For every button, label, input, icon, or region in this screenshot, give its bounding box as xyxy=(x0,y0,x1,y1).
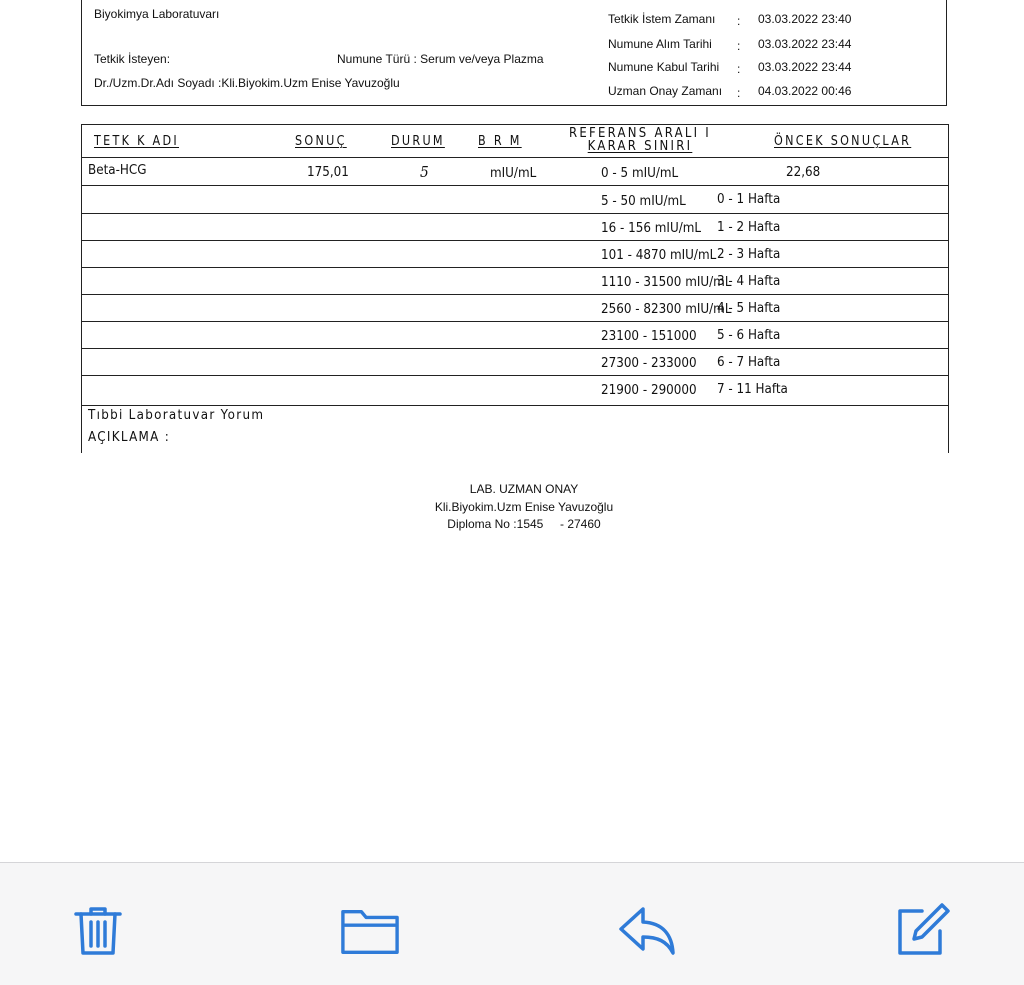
reference-cell: 0 - 5 mIU/mL xyxy=(601,166,679,181)
range-cell: 101 - 4870 mIU/mL xyxy=(601,248,717,263)
col-header-previous: ÖNCEK SONUÇLAR xyxy=(774,133,912,149)
col-header-reference xyxy=(568,127,712,153)
reference-header-line1: REFERANS ARALI I xyxy=(568,126,712,141)
week-cell: 5 - 6 Hafta xyxy=(717,328,781,343)
row-divider xyxy=(82,375,948,376)
range-cell: 21900 - 290000 xyxy=(601,383,697,398)
comment-section xyxy=(81,405,949,453)
sample-type xyxy=(337,52,544,66)
week-cell: 3 - 4 Hafta xyxy=(717,274,781,289)
range-cell: 1110 - 31500 mIU/mL xyxy=(601,275,732,290)
meta-value: 04.03.2022 00:46 xyxy=(758,84,852,98)
unit-cell: mIU/mL xyxy=(490,166,537,181)
report-header xyxy=(81,0,947,106)
meta-colon: : xyxy=(737,14,741,28)
col-header-unit: B R M xyxy=(478,133,522,149)
meta-colon: : xyxy=(737,39,741,53)
bottom-toolbar xyxy=(0,862,1024,985)
col-header-test-name: TETK K ADI xyxy=(94,133,179,149)
lab-name: Biyokimya Laboratuvarı xyxy=(94,7,220,21)
meta-colon: : xyxy=(737,62,741,76)
sample-type-label: Numune Türü : xyxy=(337,52,417,66)
meta-colon: : xyxy=(737,86,741,100)
compose-button[interactable] xyxy=(892,901,952,961)
requester-label: Tetkik İsteyen: xyxy=(94,52,171,66)
doctor-line: Dr./Uzm.Dr.Adı Soyadı :Kli.Biyokim.Uzm Enise Yavuzoğlu xyxy=(94,76,400,90)
test-name-cell: Beta-HCG xyxy=(88,163,147,178)
folder-icon xyxy=(340,903,400,959)
results-table xyxy=(81,124,949,406)
status-cell: 5 xyxy=(420,163,429,181)
week-cell: 0 - 1 Hafta xyxy=(717,192,781,207)
row-divider xyxy=(82,294,948,295)
row-divider xyxy=(82,240,948,241)
range-cell: 5 - 50 mIU/mL xyxy=(601,194,686,209)
meta-label: Numune Kabul Tarihi xyxy=(608,60,720,74)
delete-button[interactable] xyxy=(68,901,128,961)
meta-value: 03.03.2022 23:40 xyxy=(758,12,852,26)
trash-icon xyxy=(70,903,126,959)
reply-button[interactable] xyxy=(617,901,677,961)
row-divider xyxy=(82,321,948,322)
row-divider xyxy=(82,185,948,186)
explanation-label: AÇIKLAMA : xyxy=(88,430,171,445)
move-to-folder-button[interactable] xyxy=(340,901,400,961)
range-cell: 2560 - 82300 mIU/mL xyxy=(601,302,732,317)
col-header-status: DURUM xyxy=(391,133,445,149)
meta-label: Tetkik İstem Zamanı xyxy=(608,12,716,26)
meta-value: 03.03.2022 23:44 xyxy=(758,60,852,74)
col-header-result: SONUÇ xyxy=(295,133,347,149)
meta-label: Uzman Onay Zamanı xyxy=(608,84,723,98)
range-cell: 23100 - 151000 xyxy=(601,329,697,344)
lab-comment-label: Tıbbi Laboratuvar Yorum xyxy=(88,408,265,423)
reference-header-line2: KARAR SINIRI xyxy=(587,139,693,154)
result-cell: 175,01 xyxy=(307,165,349,180)
range-cell: 27300 - 233000 xyxy=(601,356,697,371)
compose-icon xyxy=(892,903,952,959)
approval-diploma: Diploma No :1545 - 27460 xyxy=(447,517,601,531)
week-cell: 2 - 3 Hafta xyxy=(717,247,781,262)
row-divider xyxy=(82,213,948,214)
row-divider xyxy=(82,348,948,349)
approval-name: Kli.Biyokim.Uzm Enise Yavuzoğlu xyxy=(434,500,614,514)
row-divider xyxy=(82,267,948,268)
week-cell: 6 - 7 Hafta xyxy=(717,355,781,370)
reply-icon xyxy=(617,903,677,959)
meta-label: Numune Alım Tarihi xyxy=(608,37,712,51)
week-cell: 1 - 2 Hafta xyxy=(717,220,781,235)
week-cell: 7 - 11 Hafta xyxy=(717,382,788,397)
approval-title: LAB. UZMAN ONAY xyxy=(469,482,579,496)
range-cell: 16 - 156 mIU/mL xyxy=(601,221,702,236)
header-divider xyxy=(82,157,948,158)
sample-type-value: Serum ve/veya Plazma xyxy=(420,52,544,66)
week-cell: 4 - 5 Hafta xyxy=(717,301,781,316)
previous-result-cell: 22,68 xyxy=(786,165,821,180)
meta-value: 03.03.2022 23:44 xyxy=(758,37,852,51)
